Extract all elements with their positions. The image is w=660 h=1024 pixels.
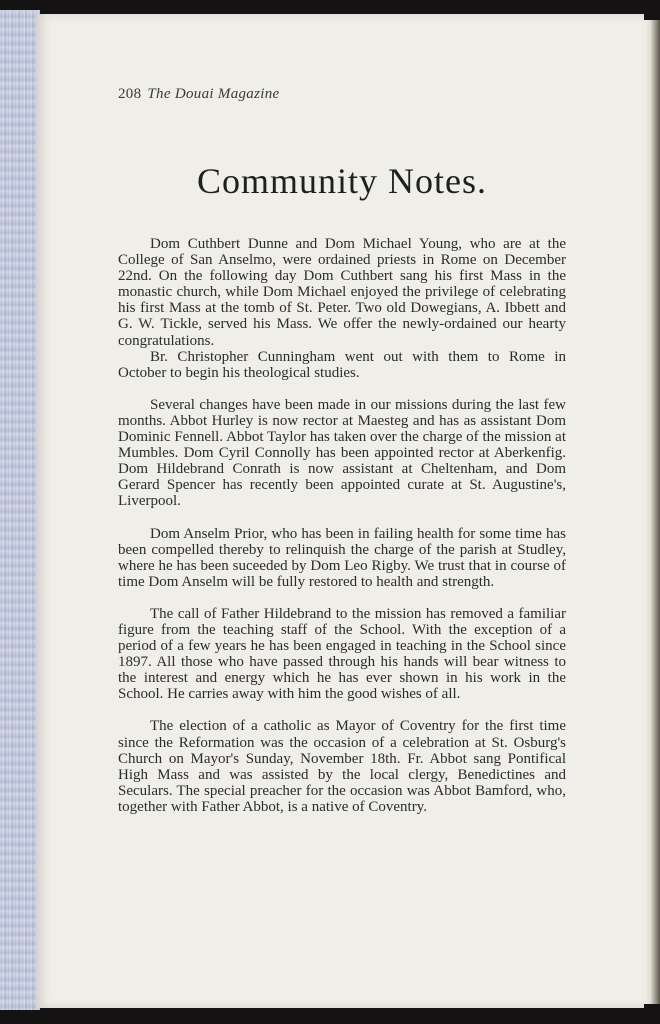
paragraph-mission-changes: Several changes have been made in our missions during the last few months. Abbot Hurley is now rector at Maesteg and has as assistant Dom Dominic Fennell. Abbot Taylor has taken over the charge of the mission at Mumbles. Dom Cyril Connolly has been appointed rector at Aberkenfig. Dom Hildebrand Conrath is now assistant at Cheltenham, and Dom Gerard Spencer has recently been appointed curate at St. Augustine's, Liverpool. xyxy=(118,396,566,510)
paragraph-coventry-mayor: The election of a catholic as Mayor of Coventry for the first time since the Reformation was the occasion of a celebration at St. Osburg's Church on Mayor's Sunday, November 18th. Fr. Abbot sang Pontifical High Mass and was assisted by the local clergy, Benedictines and Seculars. The special preacher for the occasion was Abbot Bamford, who, together with Father Abbot, is a native of Coventry. xyxy=(118,718,566,815)
page-number: 208 xyxy=(118,86,142,102)
running-head xyxy=(118,86,279,103)
paragraph-anselm-prior: Dom Anselm Prior, who has been in failing health for some time has been compelled thereby to relinquish the charge of the parish at Studley, where he has been suceeded by Dom Leo Rigby. We trust that in course of time Dom Anselm will be fully restored to health and strength. xyxy=(118,525,566,590)
paragraph-hildebrand: The call of Father Hildebrand to the mission has removed a familiar figure from the teaching staff of the School. With the exception of a period of a few years he has been engaged in teaching in the School since 1897. All those who have passed through his hands will bear witness to the interest and energy which he has ever shown in his work in the School. He carries away with him the good wishes of all. xyxy=(118,605,566,703)
paragraph-ordinations: Dom Cuthbert Dunne and Dom Michael Young, who are at the College of San Anselmo, were ordained priests in Rome on December 22nd. On the following day Dom Cuthbert sang his first Mass in the monastic church, while Dom Michael enjoyed the privilege of celebrating his first Mass at the tomb of St. Peter. Two old Dowegians, A. Ibbett and G. W. Tickle, served his Mass. We offer the newly-ordained our hearty congratulations. xyxy=(118,236,566,349)
paragraph-cunningham: Br. Christopher Cunningham went out with them to Rome in October to begin his theological studies. xyxy=(118,348,566,381)
book-page-edges xyxy=(0,10,40,1010)
article-body xyxy=(118,236,566,831)
page-right-edge xyxy=(644,20,660,1004)
magazine-title: The Douai Magazine xyxy=(147,86,280,102)
article-title: Community Notes. xyxy=(196,161,487,201)
